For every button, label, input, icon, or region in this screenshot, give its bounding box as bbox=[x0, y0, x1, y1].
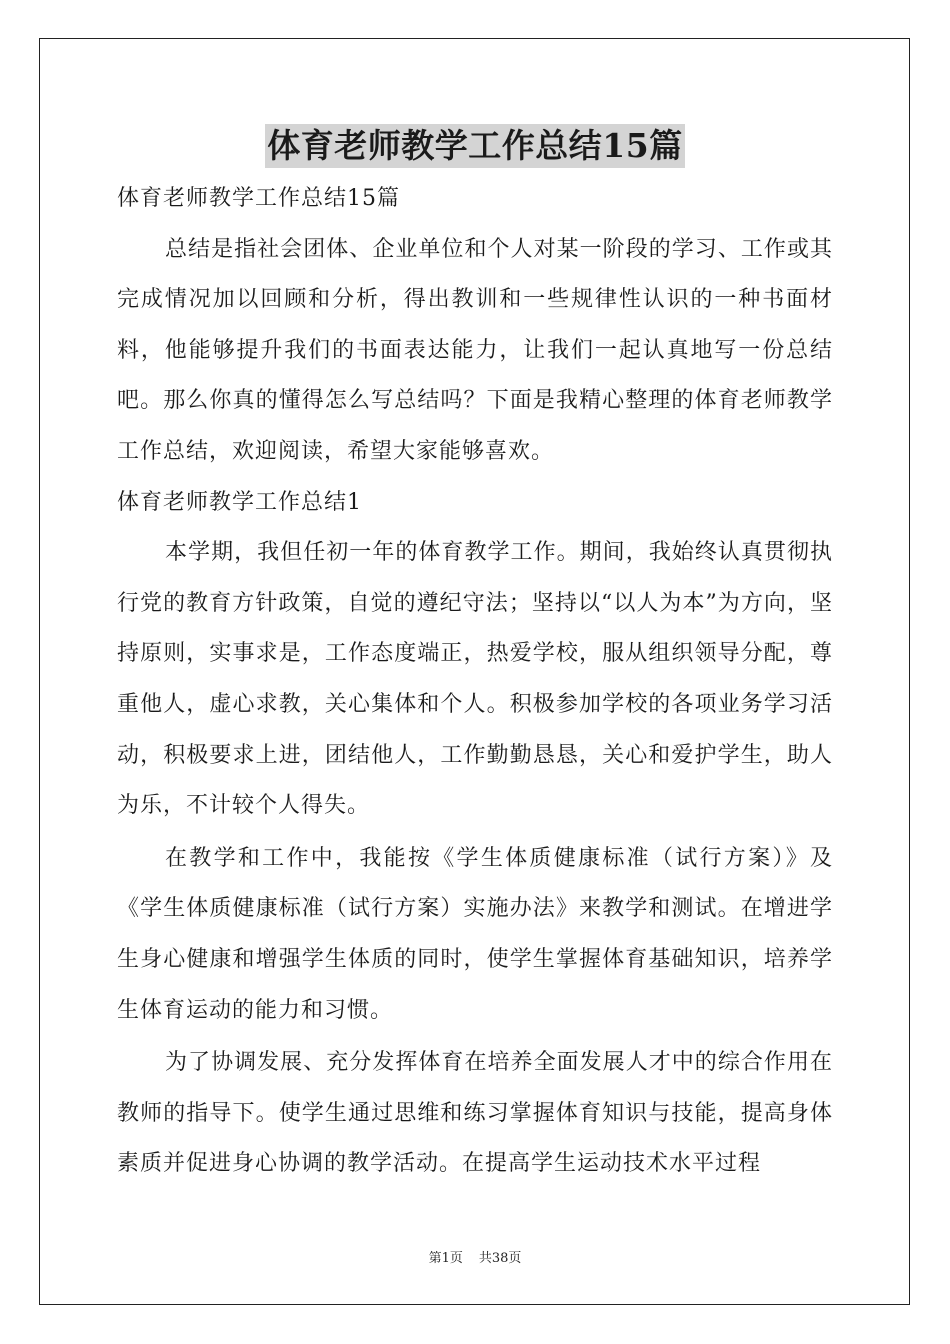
section-heading: 体育老师教学工作总结1 bbox=[117, 489, 362, 515]
document-title: 体育老师教学工作总结15篇 bbox=[265, 124, 684, 168]
title-container bbox=[0, 124, 950, 168]
body-paragraph: 在教学和工作中，我能按《学生体质健康标准（试行方案）》及《学生体质健康标准（试行方案）实施办法》来教学和测试。在增进学生身心健康和增强学生体质的同时，使学生掌握体育基础知识，培养学生体育运动的能力和习惯。 bbox=[117, 845, 833, 1023]
page-number: 第1页 bbox=[428, 1251, 463, 1266]
document-body bbox=[117, 174, 833, 1190]
body-paragraph: 为了协调发展、充分发挥体育在培养全面发展人才中的综合作用在教师的指导下。使学生通过思维和练习掌握体育知识与技能，提高身体素质并促进身心协调的教学活动。在提高学生运动技术水平过程 bbox=[117, 1050, 833, 1177]
subtitle-line: 体育老师教学工作总结15篇 bbox=[117, 186, 400, 211]
intro-paragraph: 总结是指社会团体、企业单位和个人对某一阶段的学习、工作或其完成情况加以回顾和分析，得出教训和一些规律性认识的一种书面材料，他能够提升我们的书面表达能力，让我们一起认真地写一份总结吧。那么你真的懂得怎么写总结吗？下面是我精心整理的体育老师教学工作总结，欢迎阅读，希望大家能够喜欢。 bbox=[117, 236, 833, 464]
page-total: 共38页 bbox=[478, 1251, 522, 1266]
body-paragraph: 本学期，我但任初一年的体育教学工作。期间，我始终认真贯彻执行党的教育方针政策，自觉的遵纪守法；坚持以“以人为本”为方向，坚持原则，实事求是，工作态度端正，热爱学校，服从组织领导分配，尊重他人，虚心求教，关心集体和个人。积极参加学校的各项业务学习活动，积极要求上进，团结他人，工作勤勤恳恳，关心和爱护学生，助人为乐，不计较个人得失。 bbox=[117, 540, 833, 819]
page-footer bbox=[0, 1247, 950, 1266]
